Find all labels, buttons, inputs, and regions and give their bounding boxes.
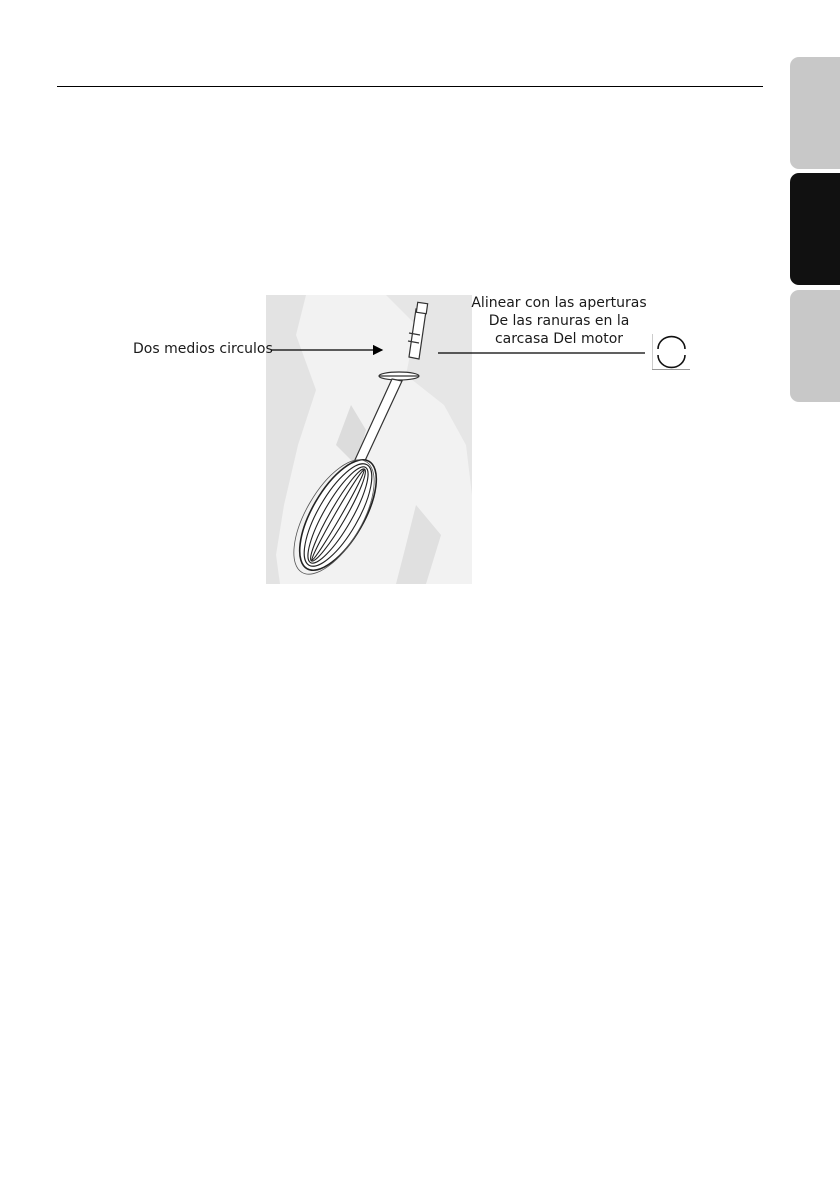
align-label-line-2: De las ranuras en la xyxy=(488,313,630,329)
section-tab-1[interactable] xyxy=(790,57,840,169)
section-tab-3[interactable] xyxy=(790,290,840,402)
half-circles-label: Dos medios circulos xyxy=(133,341,273,357)
header-rule xyxy=(57,86,763,87)
align-slots-label xyxy=(466,294,652,348)
align-label-line-3: carcasa Del motor xyxy=(494,331,624,347)
section-tab-2-active[interactable] xyxy=(790,173,840,285)
align-label-line-1: Alinear con las aperturas xyxy=(471,295,647,311)
whisk-illustration xyxy=(266,295,472,584)
two-half-circles-icon xyxy=(652,334,690,370)
